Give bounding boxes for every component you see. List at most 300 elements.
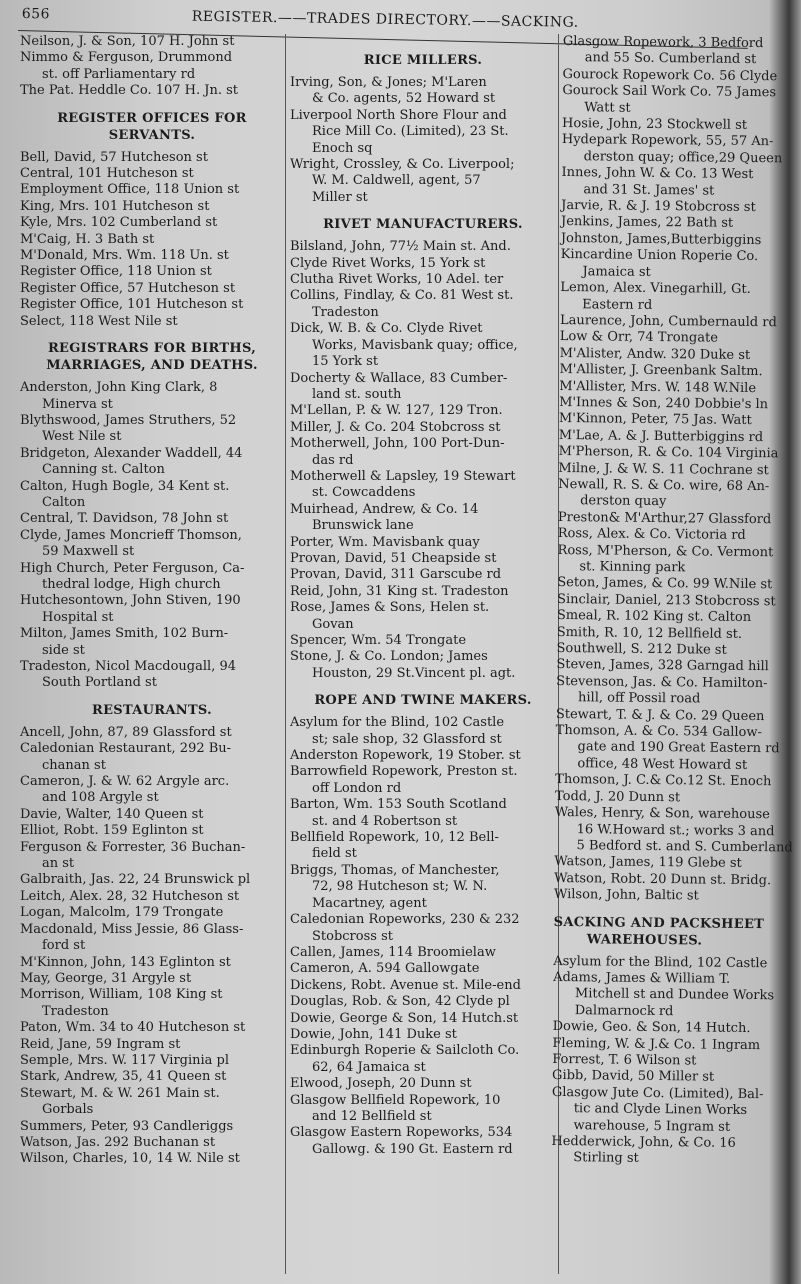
entry-line: Clyde, James Moncrieff Thomson, bbox=[20, 527, 242, 543]
directory-entry bbox=[559, 394, 769, 413]
section-heading bbox=[20, 702, 284, 719]
directory-entry bbox=[559, 378, 757, 397]
entry-continuation: st. and 4 Robertson st bbox=[312, 813, 458, 829]
directory-entry bbox=[20, 528, 284, 561]
directory-entry bbox=[556, 608, 752, 626]
directory-entry bbox=[290, 371, 556, 404]
entry-line: Caledonian Ropeworks, 230 & 232 bbox=[290, 912, 520, 928]
entry-line: Morrison, William, 108 King st bbox=[20, 987, 223, 1003]
entry-continuation: Tradeston bbox=[312, 304, 379, 320]
column-2 bbox=[290, 52, 556, 1158]
entry-continuation: Watt st bbox=[584, 99, 631, 116]
directory-entry bbox=[556, 641, 738, 659]
entry-continuation: derston quay bbox=[580, 493, 667, 510]
directory-entry bbox=[290, 649, 556, 682]
directory-entry bbox=[20, 215, 284, 231]
entry-continuation: st. Cowcaddens bbox=[312, 485, 416, 501]
entry-continuation: land st. south bbox=[312, 386, 402, 402]
entry-continuation: side st bbox=[42, 642, 85, 658]
directory-entry bbox=[555, 772, 772, 790]
entry-continuation: and 108 Argyle st bbox=[42, 790, 159, 806]
entry-continuation: off London rd bbox=[312, 780, 402, 796]
directory-entry bbox=[560, 329, 742, 347]
entry-continuation: W. M. Caldwell, agent, 57 bbox=[312, 173, 481, 189]
entry-line: Johnston, James,Butterbiggins bbox=[560, 230, 762, 248]
directory-entry bbox=[290, 600, 556, 633]
directory-entry bbox=[20, 955, 284, 971]
entry-line: M'Kinnon, Peter, 75 Jas. Watt bbox=[558, 411, 752, 429]
directory-entry bbox=[20, 626, 284, 659]
entry-line: Hutchesontown, John Stiven, 190 bbox=[20, 593, 241, 609]
entry-continuation: Jamaica st bbox=[582, 263, 651, 280]
directory-entry bbox=[290, 75, 556, 108]
entry-continuation: and 55 So. Cumberland st bbox=[584, 50, 757, 68]
entry-continuation: thedral lodge, High church bbox=[42, 576, 221, 592]
directory-entry bbox=[20, 774, 284, 807]
entry-line: Stark, Andrew, 35, 41 Queen st bbox=[20, 1069, 227, 1085]
directory-entry bbox=[562, 66, 778, 85]
directory-entry bbox=[20, 281, 284, 297]
directory-entry bbox=[560, 230, 762, 249]
entry-line: Forrest, T. 6 Wilson st bbox=[552, 1051, 697, 1069]
section-heading-line: REGISTRARS FOR BIRTHS, bbox=[47, 341, 257, 357]
directory-entry bbox=[553, 953, 768, 971]
entry-line: Summers, Peter, 93 Candleriggs bbox=[20, 1118, 234, 1134]
entry-line: Sinclair, Daniel, 213 Stobcross st bbox=[557, 591, 776, 610]
entry-line: Southwell, S. 212 Duke st bbox=[556, 640, 727, 658]
entry-line: Tradeston, Nicol Macdougall, 94 bbox=[20, 659, 236, 674]
directory-entry bbox=[20, 1135, 284, 1151]
column-divider bbox=[285, 34, 286, 1274]
directory-entry bbox=[290, 551, 556, 567]
entry-line: Innes, John W. & Co. 13 West bbox=[561, 165, 754, 183]
entry-line: Thomson, A. & Co. 534 Gallow- bbox=[555, 723, 763, 741]
entry-line: Ancell, John, 87, 89 Glassford st bbox=[20, 724, 232, 740]
entry-line: Anderston, John King Clark, 8 bbox=[20, 380, 218, 396]
entry-line: Bridgeton, Alexander Waddell, 44 bbox=[20, 445, 243, 461]
entry-line: Central, T. Davidson, 78 John st bbox=[20, 511, 229, 527]
directory-entry bbox=[554, 805, 793, 856]
entry-continuation: and 12 Bellfield st bbox=[312, 1108, 432, 1124]
entry-continuation: Gorbals bbox=[42, 1102, 94, 1118]
directory-entry bbox=[20, 314, 284, 330]
entry-continuation: West Nile st bbox=[42, 429, 122, 445]
directory-entry bbox=[556, 624, 743, 643]
entry-continuation: and 31 St. James' st bbox=[583, 181, 715, 199]
directory-entry bbox=[552, 1035, 761, 1054]
entry-line: Douglas, Rob. & Son, 42 Clyde pl bbox=[290, 994, 510, 1010]
directory-entry bbox=[559, 312, 777, 331]
entry-continuation: chanan st bbox=[42, 757, 106, 773]
entry-line: Barton, Wm. 153 South Scotland bbox=[290, 797, 507, 813]
section-heading bbox=[20, 110, 284, 144]
entry-line: Jarvie, R. & J. 19 Stobcross st bbox=[561, 198, 756, 216]
entry-line: Briggs, Thomas, of Manchester, bbox=[290, 862, 500, 878]
directory-entry bbox=[290, 863, 556, 912]
directory-entry bbox=[290, 748, 556, 764]
directory-entry bbox=[20, 150, 284, 166]
entry-line: Neilson, J. & Son, 107 H. John st bbox=[20, 34, 235, 49]
page-number: 656 bbox=[21, 5, 51, 23]
directory-entry bbox=[20, 561, 284, 594]
entry-line: Asylum for the Blind, 102 Castle bbox=[553, 953, 768, 971]
entry-continuation: Dalmarnock rd bbox=[574, 1002, 674, 1019]
directory-entry bbox=[290, 108, 556, 157]
entry-continuation: Rice Mill Co. (Limited), 23 St. bbox=[312, 124, 509, 140]
entry-line: Collins, Findlay, & Co. 81 West st. bbox=[290, 288, 514, 304]
entry-continuation: Works, Mavisbank quay; office, bbox=[312, 337, 518, 353]
directory-entry bbox=[290, 584, 556, 600]
directory-entry bbox=[20, 182, 284, 198]
directory-entry bbox=[290, 403, 556, 419]
directory-entry bbox=[554, 887, 736, 905]
entry-line: Dickens, Robt. Avenue st. Mile-end bbox=[290, 977, 521, 993]
directory-entry bbox=[20, 725, 284, 741]
directory-entry bbox=[20, 264, 284, 280]
directory-entry bbox=[20, 380, 284, 413]
entry-line: Calton, Hugh Bogle, 34 Kent st. bbox=[20, 478, 230, 494]
entry-continuation: st; sale shop, 32 Glassford st bbox=[312, 731, 502, 747]
entry-line: Watson, James, 119 Glebe st bbox=[554, 854, 742, 872]
entry-line: Macdonald, Miss Jessie, 86 Glass- bbox=[20, 921, 244, 937]
entry-line: Employment Office, 118 Union st bbox=[20, 182, 240, 198]
entry-continuation: hill, off Possil road bbox=[577, 690, 701, 707]
directory-entry bbox=[290, 945, 556, 961]
directory-entry bbox=[551, 1133, 736, 1169]
entry-continuation: 5 Bedford st. and S. Cumberland bbox=[576, 838, 793, 856]
column-1 bbox=[20, 34, 284, 1168]
directory-entry bbox=[290, 1011, 556, 1027]
directory-entry bbox=[562, 34, 764, 69]
entry-line: Wilson, John, Baltic st bbox=[553, 887, 699, 904]
directory-entry bbox=[290, 321, 556, 370]
entry-line: Kyle, Mrs. 102 Cumberland st bbox=[20, 215, 218, 231]
entry-continuation: Canning st. Calton bbox=[42, 462, 165, 478]
directory-entry bbox=[290, 961, 556, 977]
entry-continuation: st. Kinning park bbox=[579, 559, 686, 576]
directory-entry bbox=[290, 764, 556, 797]
entry-line: Bell, David, 57 Hutcheson st bbox=[20, 149, 208, 165]
entry-line: Glasgow Jute Co. (Limited), Bal- bbox=[551, 1084, 764, 1102]
entry-line: Register Office, 57 Hutcheson st bbox=[20, 280, 236, 296]
directory-entry bbox=[290, 535, 556, 551]
directory-entry bbox=[558, 460, 769, 479]
entry-line: M'Allister, J. Greenbank Saltm. bbox=[559, 362, 763, 380]
entry-line: Cameron, A. 594 Gallowgate bbox=[290, 961, 480, 977]
directory-entry bbox=[20, 1086, 284, 1119]
directory-entry bbox=[557, 591, 776, 610]
directory-entry bbox=[555, 706, 765, 725]
directory-entry bbox=[20, 987, 284, 1020]
entry-line: M'Pherson, R. & Co. 104 Virginia bbox=[558, 444, 779, 462]
directory-entry bbox=[555, 789, 737, 807]
directory-entry bbox=[290, 1027, 556, 1043]
directory-entry bbox=[20, 823, 284, 839]
directory-entry bbox=[290, 239, 556, 255]
entry-line: Callen, James, 114 Broomielaw bbox=[290, 944, 496, 960]
entry-continuation: & Co. agents, 52 Howard st bbox=[312, 91, 496, 107]
entry-line: Provan, David, 51 Cheapside st bbox=[290, 550, 497, 566]
directory-entry bbox=[290, 830, 556, 863]
directory-entry bbox=[557, 542, 774, 578]
directory-entry bbox=[559, 362, 763, 380]
directory-entry bbox=[20, 872, 284, 888]
directory-entry bbox=[290, 1125, 556, 1158]
directory-entry bbox=[561, 132, 783, 167]
entry-line: Register Office, 118 Union st bbox=[20, 264, 212, 280]
directory-entry bbox=[290, 272, 556, 288]
entry-continuation: Hospital st bbox=[42, 609, 114, 625]
directory-entry bbox=[558, 444, 779, 462]
entry-line: M'Innes & Son, 240 Dobbie's ln bbox=[559, 394, 769, 413]
section-heading-line: SERVANTS. bbox=[108, 127, 196, 143]
entry-line: Clyde Rivet Works, 15 York st bbox=[290, 255, 486, 271]
entry-continuation: Stirling st bbox=[573, 1150, 639, 1167]
directory-entry bbox=[290, 502, 556, 535]
entry-line: Asylum for the Blind, 102 Castle bbox=[290, 715, 505, 731]
directory-entry bbox=[290, 567, 556, 583]
entry-line: Glasgow Ropework, 3 Bedford bbox=[562, 34, 764, 52]
section-heading-line: SACKING AND PACKSHEET bbox=[553, 914, 765, 932]
directory-entry bbox=[20, 905, 284, 921]
entry-line: Seton, James, & Co. 99 W.Nile st bbox=[557, 575, 773, 593]
entry-continuation: Eastern rd bbox=[582, 296, 653, 313]
entry-line: M'Donald, Mrs. Wm. 118 Un. st bbox=[20, 248, 229, 264]
section-heading-line: RIVET MANUFACTURERS. bbox=[323, 217, 523, 233]
directory-entry bbox=[290, 288, 556, 321]
directory-entry bbox=[20, 1037, 284, 1053]
entry-line: May, George, 31 Argyle st bbox=[20, 970, 192, 986]
entry-continuation: 62, 64 Jamaica st bbox=[312, 1059, 426, 1075]
directory-entry bbox=[20, 593, 284, 626]
section-heading bbox=[290, 216, 556, 233]
entry-line: Ferguson & Forrester, 36 Buchan- bbox=[20, 839, 246, 855]
entry-line: M'Allister, Mrs. W. 148 W.Nile bbox=[559, 378, 757, 396]
entry-line: Logan, Malcolm, 179 Trongate bbox=[20, 905, 224, 921]
entry-continuation: South Portland st bbox=[42, 675, 157, 691]
directory-entry bbox=[290, 256, 556, 272]
entry-line: Hedderwick, John, & Co. 16 bbox=[551, 1133, 736, 1151]
entry-continuation: Brunswick lane bbox=[312, 518, 414, 534]
directory-entry bbox=[559, 345, 751, 364]
entry-line: Laurence, John, Cumbernauld rd bbox=[559, 312, 777, 331]
directory-entry bbox=[558, 476, 770, 512]
entry-continuation: gate and 190 Great Eastern rd bbox=[577, 739, 780, 757]
directory-entry bbox=[20, 1053, 284, 1069]
directory-entry bbox=[290, 978, 556, 994]
entry-continuation: 59 Maxwell st bbox=[42, 544, 135, 560]
entry-continuation: Gallowg. & 190 Gt. Eastern rd bbox=[312, 1141, 513, 1157]
entry-line: Reid, John, 31 King st. Tradeston bbox=[290, 583, 509, 599]
section-heading-line: MARRIAGES, AND DEATHS. bbox=[46, 358, 258, 374]
entry-continuation: Mitchell st and Dundee Works bbox=[574, 986, 775, 1004]
entry-continuation: derston quay; office,29 Queen bbox=[583, 149, 783, 167]
entry-line: Todd, J. 20 Dunn st bbox=[554, 788, 681, 805]
directory-entry bbox=[20, 413, 284, 446]
entry-continuation: 72, 98 Hutcheson st; W. N. bbox=[312, 879, 488, 895]
entry-line: Dick, W. B. & Co. Clyde Rivet bbox=[290, 321, 483, 337]
entry-line: Dowie, John, 141 Duke st bbox=[290, 1026, 457, 1042]
entry-line: Glasgow Eastern Ropeworks, 534 bbox=[290, 1125, 513, 1141]
entry-line: Paton, Wm. 34 to 40 Hutcheson st bbox=[20, 1020, 246, 1036]
entry-continuation: ford st bbox=[42, 938, 86, 954]
entry-line: Hosie, John, 23 Stockwell st bbox=[561, 116, 748, 133]
directory-entry bbox=[20, 659, 284, 692]
entry-line: Thomson, J. C.& Co.12 St. Enoch bbox=[555, 772, 772, 790]
directory-entry bbox=[290, 157, 556, 206]
directory-entry bbox=[20, 922, 284, 955]
directory-entry bbox=[556, 657, 769, 675]
entry-continuation: Miller st bbox=[312, 189, 368, 205]
directory-entry bbox=[20, 297, 284, 313]
directory-entry bbox=[561, 214, 743, 232]
directory-entry bbox=[20, 807, 284, 823]
entry-line: High Church, Peter Ferguson, Ca- bbox=[20, 560, 245, 576]
entry-line: Rose, James & Sons, Helen st. bbox=[290, 600, 490, 616]
section-heading-line: RICE MILLERS. bbox=[363, 53, 483, 68]
directory-entry bbox=[556, 673, 768, 709]
entry-line: Select, 118 West Nile st bbox=[20, 313, 178, 329]
entry-line: Gourock Sail Work Co. 75 James bbox=[562, 83, 777, 101]
entry-line: Fleming, W. & J.& Co. 1 Ingram bbox=[552, 1035, 761, 1053]
directory-entry bbox=[20, 889, 284, 905]
directory-entry bbox=[20, 446, 284, 479]
entry-continuation: Houston, 29 St.Vincent pl. agt. bbox=[312, 665, 516, 681]
entry-line: Watson, Jas. 292 Buchanan st bbox=[20, 1134, 216, 1150]
entry-line: Blythswood, James Struthers, 52 bbox=[20, 412, 237, 428]
entry-line: Smeal, R. 102 King st. Calton bbox=[556, 608, 752, 626]
entry-line: Newall, R. S. & Co. wire, 68 An- bbox=[558, 476, 770, 495]
entry-line: Ross, M'Pherson, & Co. Vermont bbox=[557, 542, 774, 560]
section-heading bbox=[290, 692, 556, 709]
entry-line: M'Lae, A. & J. Butterbiggins rd bbox=[558, 427, 764, 445]
directory-entry bbox=[552, 1052, 734, 1070]
entry-continuation: warehouse, 5 Ingram st bbox=[573, 1117, 731, 1135]
directory-entry bbox=[290, 994, 556, 1010]
entry-line: M'Kinnon, John, 143 Eglinton st bbox=[20, 954, 231, 970]
entry-line: Barrowfield Ropework, Preston st. bbox=[290, 764, 518, 780]
directory-entry bbox=[290, 469, 556, 502]
entry-line: Stevenson, Jas. & Co. Hamilton- bbox=[556, 673, 768, 692]
entry-line: Elliot, Robt. 159 Eglinton st bbox=[20, 823, 204, 839]
entry-line: Semple, Mrs. W. 117 Virginia pl bbox=[20, 1052, 230, 1068]
entry-continuation: tic and Clyde Linen Works bbox=[573, 1101, 748, 1119]
directory-entry bbox=[553, 969, 775, 1021]
entry-line: Cameron, J. & W. 62 Argyle arc. bbox=[20, 774, 230, 790]
directory-entry bbox=[20, 248, 284, 264]
entry-line: Wilson, Charles, 10, 14 W. Nile st bbox=[20, 1151, 240, 1167]
entry-continuation: Enoch sq bbox=[312, 140, 373, 156]
entry-line: King, Mrs. 101 Hutcheson st bbox=[20, 198, 210, 214]
entry-line: Davie, Walter, 140 Queen st bbox=[20, 806, 204, 822]
entry-line: Provan, David, 311 Garscube rd bbox=[290, 567, 502, 583]
entry-line: Caledonian Restaurant, 292 Bu- bbox=[20, 741, 232, 757]
directory-entry bbox=[290, 1076, 556, 1092]
entry-line: Milne, J. & W. S. 11 Cochrane st bbox=[558, 460, 769, 478]
directory-entry bbox=[20, 1069, 284, 1085]
entry-line: Low & Orr, 74 Trongate bbox=[559, 329, 719, 346]
directory-entry bbox=[20, 50, 284, 83]
entry-line: Reid, Jane, 59 Ingram st bbox=[20, 1036, 181, 1052]
section-heading-line: RESTAURANTS. bbox=[92, 702, 212, 718]
section-heading bbox=[20, 340, 284, 374]
directory-entry bbox=[551, 1084, 764, 1136]
entry-line: Galbraith, Jas. 22, 24 Brunswick pl bbox=[20, 872, 251, 888]
entry-line: Leitch, Alex. 28, 32 Hutcheson st bbox=[20, 888, 240, 904]
directory-entry bbox=[555, 723, 780, 774]
entry-line: Stewart, M. & W. 261 Main st. bbox=[20, 1085, 220, 1101]
directory-entry bbox=[552, 1068, 734, 1086]
directory-entry bbox=[562, 83, 777, 118]
entry-continuation: Calton bbox=[42, 494, 86, 510]
directory-entry bbox=[290, 797, 556, 830]
directory-entry bbox=[290, 912, 556, 945]
directory-entry bbox=[20, 840, 284, 873]
entry-line: M'Alister, Andw. 320 Duke st bbox=[559, 345, 751, 363]
section-heading bbox=[553, 913, 765, 949]
directory-entry bbox=[557, 575, 773, 593]
entry-continuation: Minerva st bbox=[42, 396, 113, 412]
directory-entry bbox=[290, 1093, 556, 1126]
entry-line: Clutha Rivet Works, 10 Adel. ter bbox=[290, 272, 504, 288]
section-heading-line: WAREHOUSES. bbox=[586, 931, 703, 949]
entry-continuation: das rd bbox=[312, 452, 354, 468]
entry-line: Ross, Alex. & Co. Victoria rd bbox=[557, 526, 746, 544]
directory-entry bbox=[20, 511, 284, 527]
directory-entry bbox=[20, 199, 284, 215]
entry-line: M'Lellan, P. & W. 127, 129 Tron. bbox=[290, 403, 503, 419]
entry-line: Dowie, George & Son, 14 Hutch.st bbox=[290, 1010, 519, 1026]
directory-entry bbox=[20, 479, 284, 512]
entry-line: Bellfield Ropework, 10, 12 Bell- bbox=[290, 830, 499, 846]
entry-continuation: office, 48 West Howard st bbox=[577, 756, 748, 773]
entry-line: Smith, R. 10, 12 Bellfield st. bbox=[556, 624, 743, 642]
entry-line: Glasgow Bellfield Ropework, 10 bbox=[290, 1092, 501, 1108]
entry-line: Anderston Ropework, 19 Stober. st bbox=[290, 748, 521, 764]
entry-line: Nimmo & Ferguson, Drummond bbox=[20, 50, 233, 66]
directory-entry bbox=[561, 198, 756, 216]
entry-line: Docherty & Wallace, 83 Cumber- bbox=[290, 370, 508, 386]
entry-line: Miller, J. & Co. 204 Stobcross st bbox=[290, 419, 501, 435]
entry-line: Spencer, Wm. 54 Trongate bbox=[290, 633, 467, 648]
directory-entry bbox=[20, 232, 284, 248]
entry-line: Motherwell, John, 100 Port-Dun- bbox=[290, 436, 505, 452]
entry-continuation: 15 York st bbox=[312, 354, 379, 370]
entry-continuation: 16 W.Howard st.; works 3 and bbox=[576, 821, 775, 839]
section-heading-line: ROPE AND TWINE MAKERS. bbox=[314, 693, 532, 709]
directory-entry bbox=[557, 509, 772, 528]
section-heading bbox=[290, 52, 556, 69]
entry-line: Register Office, 101 Hutcheson st bbox=[20, 297, 244, 313]
entry-continuation: Macartney, agent bbox=[312, 895, 427, 911]
entry-line: Motherwell & Lapsley, 19 Stewart bbox=[290, 468, 516, 484]
directory-entry bbox=[557, 526, 746, 544]
entry-line: Wales, Henry, & Son, warehouse bbox=[554, 805, 770, 823]
entry-line: Watson, Robt. 20 Dunn st. Bridg. bbox=[554, 870, 772, 888]
directory-entry bbox=[561, 116, 748, 134]
directory-entry bbox=[20, 971, 284, 987]
entry-line: Elwood, Joseph, 20 Dunn st bbox=[290, 1076, 472, 1092]
directory-entry bbox=[20, 741, 284, 774]
entry-line: Muirhead, Andrew, & Co. 14 bbox=[290, 501, 479, 517]
directory-entry bbox=[561, 165, 754, 200]
entry-line: Jenkins, James, 22 Bath st bbox=[560, 214, 734, 232]
entry-line: The Pat. Heddle Co. 107 H. Jn. st bbox=[20, 83, 239, 99]
directory-entry bbox=[290, 436, 556, 469]
entry-line: Kincardine Union Roperie Co. bbox=[560, 247, 759, 265]
directory-entry bbox=[20, 34, 284, 50]
entry-line: Milton, James Smith, 102 Burn- bbox=[20, 626, 229, 642]
